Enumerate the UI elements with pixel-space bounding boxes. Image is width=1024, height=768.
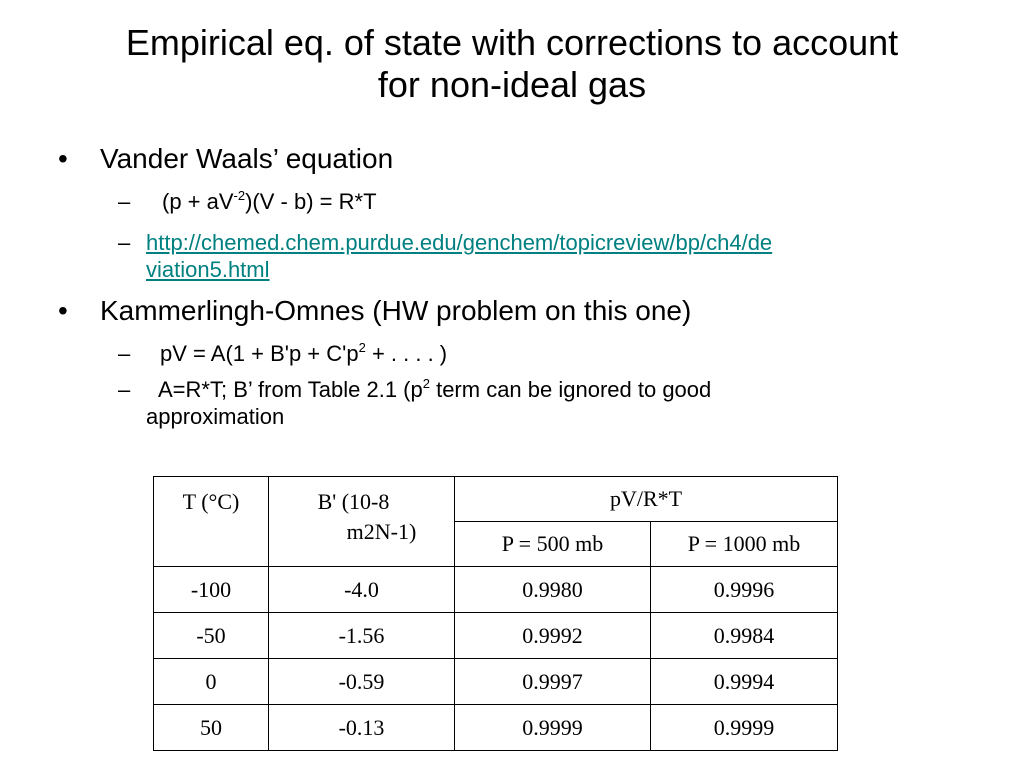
sub-bullet-dash-icon: –: [118, 230, 131, 255]
table-row: [154, 659, 838, 705]
bullet-marker-icon: •: [58, 295, 68, 326]
sub-bullet-dash-icon: –: [118, 341, 131, 366]
cell-p-500: 0.9980: [455, 567, 651, 613]
cell-b-coefficient: -1.56: [269, 613, 455, 659]
cell-temperature: -50: [154, 613, 269, 659]
equation-superscript: -2: [233, 188, 246, 203]
cell-b-coefficient: -0.13: [269, 705, 455, 751]
equation-superscript: 2: [358, 340, 366, 355]
cell-p-500: 0.9997: [455, 659, 651, 705]
sub-bullet-dash-icon: –: [118, 377, 131, 402]
note-superscript: 2: [422, 376, 430, 391]
sub-bullet-dash-icon: –: [118, 189, 131, 214]
header-p-1000: P = 1000 mb: [651, 522, 838, 567]
header-b-line-1: B' (10-8: [317, 489, 390, 514]
equation-text: pV = A(1 + B'p + C'p: [160, 341, 359, 366]
virial-coefficient-table: [153, 476, 838, 751]
header-p-500: P = 500 mb: [455, 522, 651, 567]
equation-text: + . . . . ): [365, 341, 448, 366]
cell-b-coefficient: -0.59: [269, 659, 455, 705]
cell-temperature: 0: [154, 659, 269, 705]
note-line-1: [146, 376, 906, 403]
header-b-line-2: m2N-1): [346, 519, 417, 544]
cell-p-1000: 0.9984: [651, 613, 838, 659]
table-row: [154, 705, 838, 751]
header-b-coefficient: [269, 477, 455, 567]
slide-title-line-1: Empirical eq. of state with corrections to account: [125, 22, 899, 63]
cell-p-1000: 0.9994: [651, 659, 838, 705]
note-text: term can be ignored to good: [429, 377, 712, 402]
note-line-2: approximation: [146, 404, 285, 429]
bullet-vander-waals: Vander Waals’ equation: [100, 143, 394, 174]
cell-temperature: -100: [154, 567, 269, 613]
cell-p-1000: 0.9996: [651, 567, 838, 613]
bullet-kammerlingh-omnes: Kammerlingh-Omnes (HW problem on this one): [100, 295, 692, 326]
table-row: [154, 567, 838, 613]
cell-temperature: 50: [154, 705, 269, 751]
table-row: [154, 613, 838, 659]
cell-b-coefficient: -4.0: [269, 567, 455, 613]
equation-text: )(V - b) = R*T: [245, 189, 377, 214]
slide-title: [60, 22, 964, 106]
slide-title-line-2: for non-ideal gas: [377, 64, 647, 105]
note-text: A=R*T; B’ from Table 2.1 (p: [158, 377, 423, 402]
header-temperature: T (°C): [154, 477, 269, 567]
kammerlingh-omnes-equation: [160, 340, 447, 367]
bullet-marker-icon: •: [58, 143, 68, 174]
link-line-1: http://chemed.chem.purdue.edu/genchem/topicreview/bp/ch4/de: [146, 230, 773, 255]
kammerlingh-omnes-note: [146, 376, 906, 430]
cell-p-1000: 0.9999: [651, 705, 838, 751]
purdue-reference-link[interactable]: [146, 229, 772, 283]
cell-p-500: 0.9999: [455, 705, 651, 751]
cell-p-500: 0.9992: [455, 613, 651, 659]
table-header-row: [154, 477, 838, 522]
equation-text: (p + aV: [162, 189, 234, 214]
link-line-2: viation5.html: [146, 257, 270, 282]
header-pv-rt-group: pV/R*T: [455, 477, 838, 522]
vander-waals-equation: [162, 188, 377, 215]
